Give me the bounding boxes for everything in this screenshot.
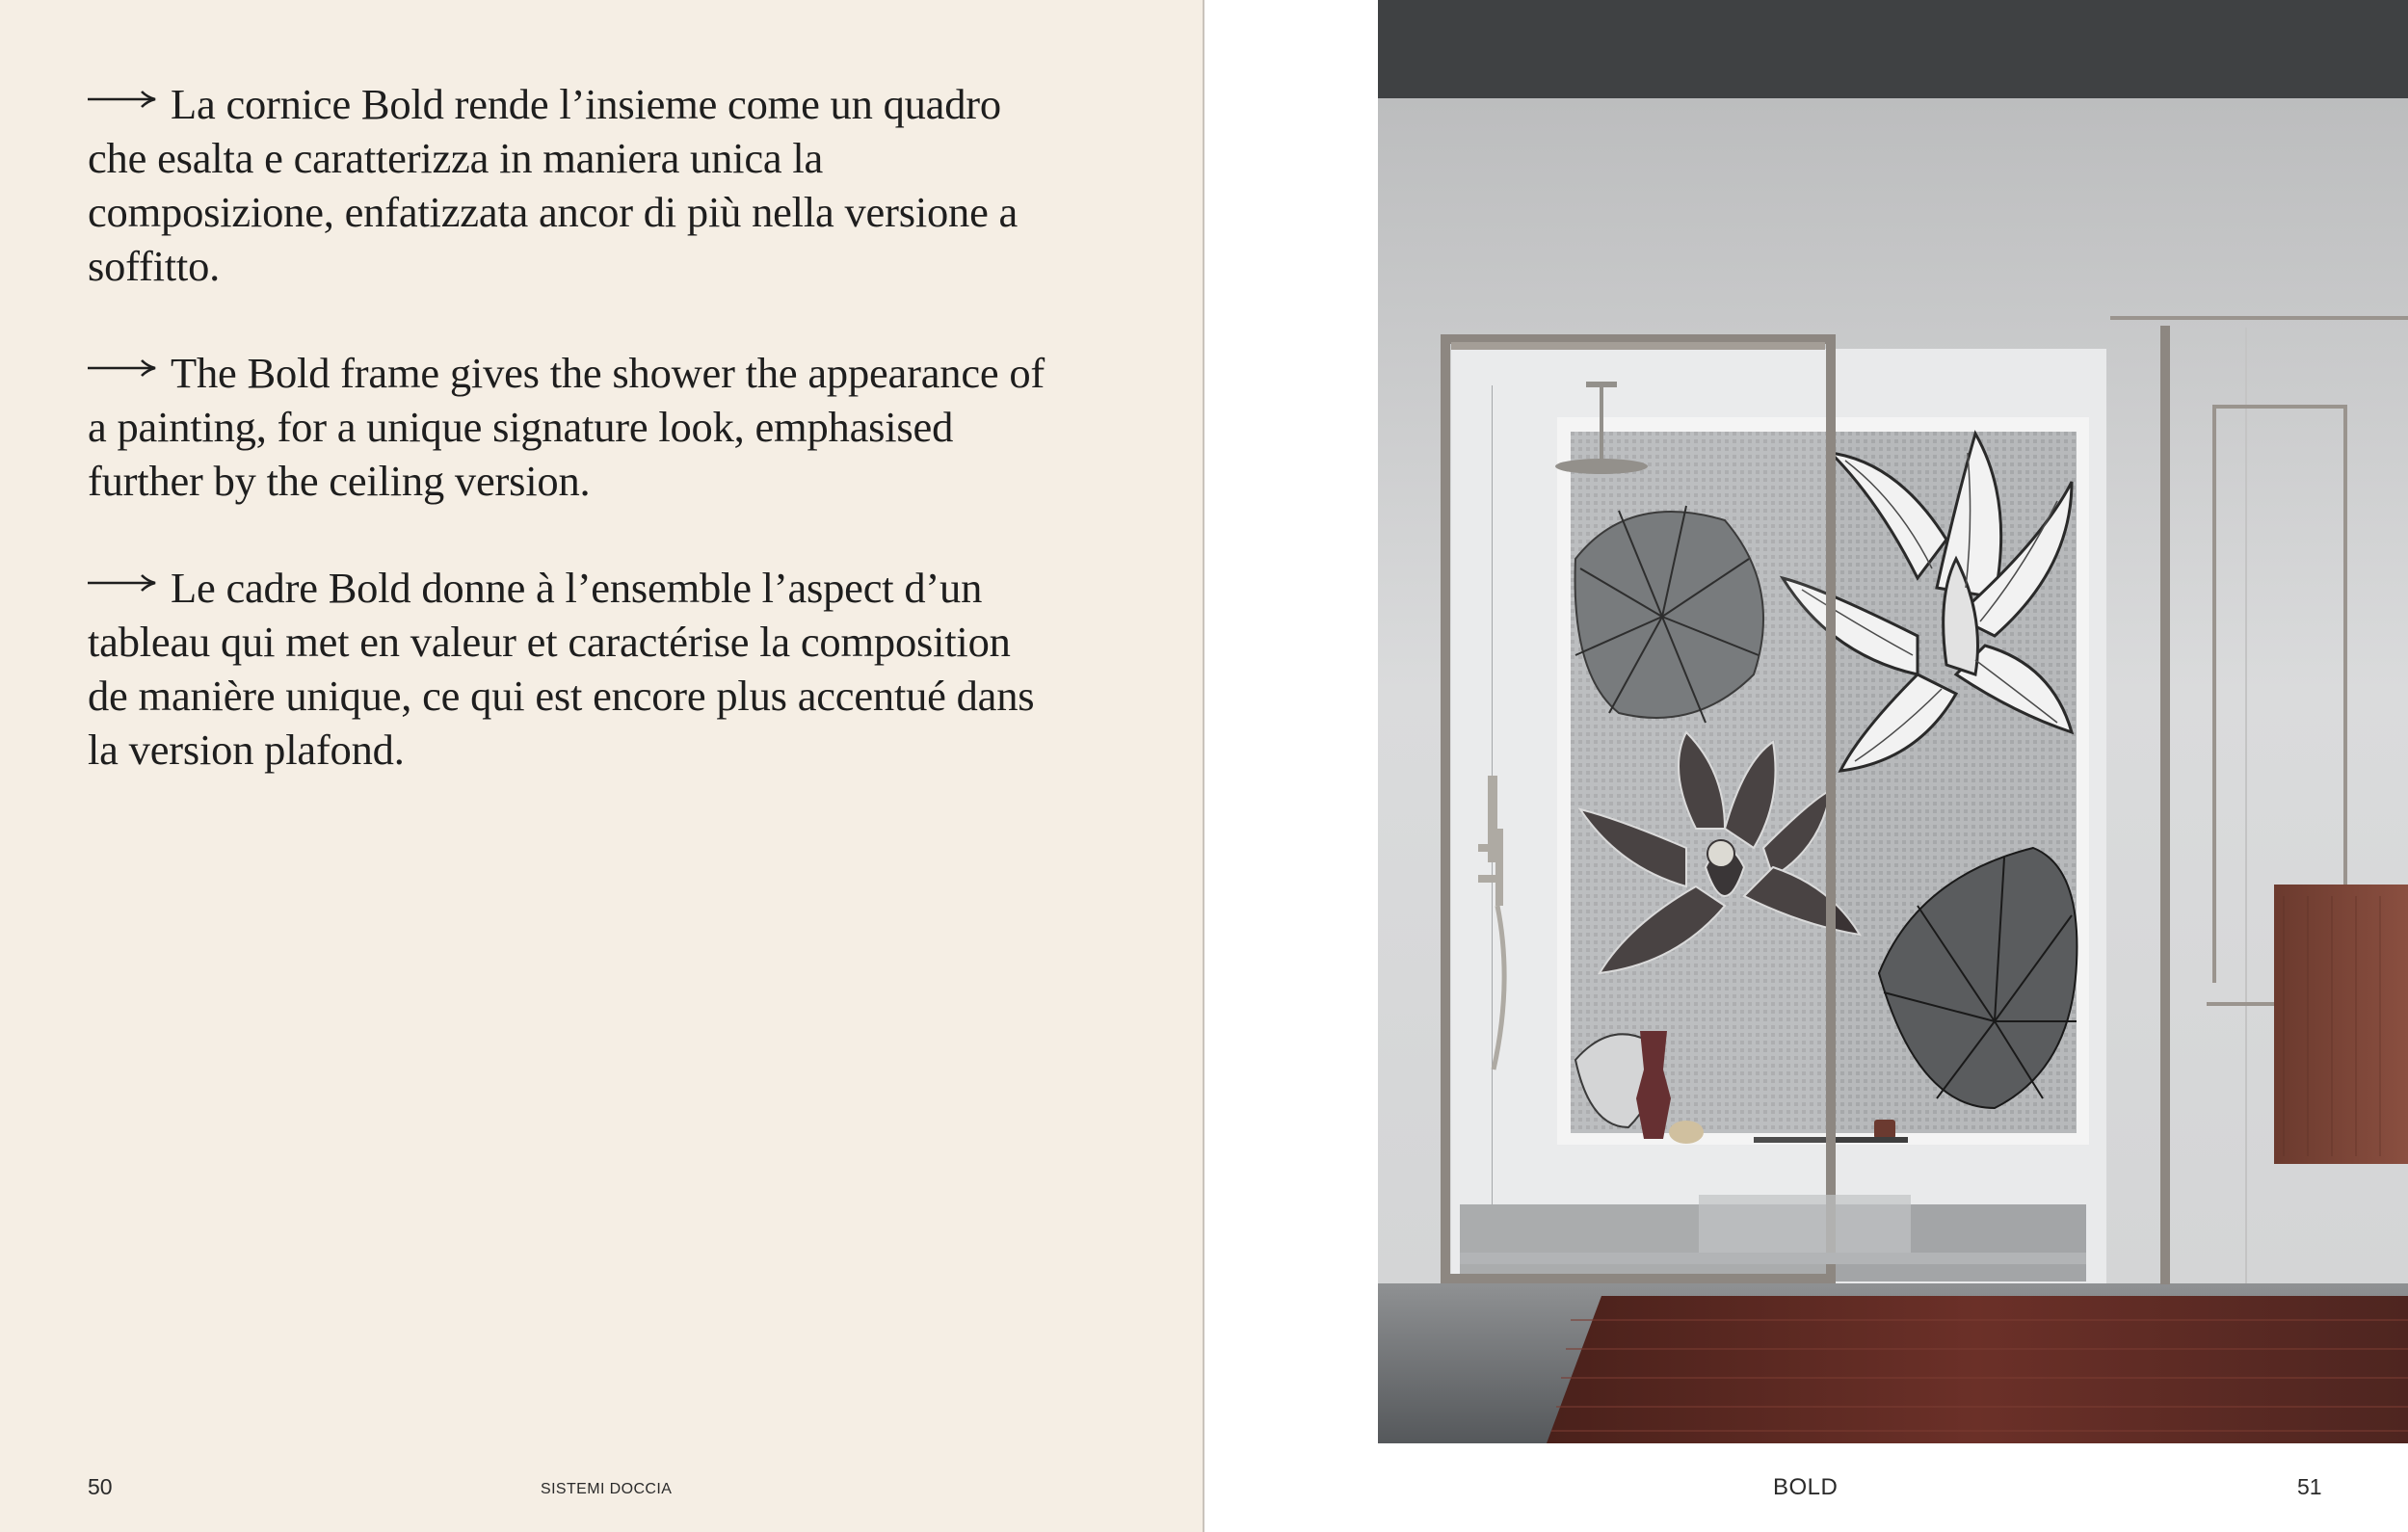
paragraph-english: [88, 346, 1051, 508]
right-page: [1204, 0, 2408, 1532]
text-block: [88, 77, 1051, 830]
page-number-right: 51: [2297, 1474, 2322, 1499]
paragraph-french-text: Le cadre Bold donne à l’ensemble l’aspect d’un tableau qui met en valeur et caractérise la composition de manière unique, ce qui est encore plus accentué dans la version plafond.: [88, 564, 1035, 774]
page-title: BOLD: [1773, 1474, 1839, 1500]
paragraph-italian-text: La cornice Bold rende l’insieme come un quadro che esalta e caratterizza in maniera unica la composizione, enfatizzata ancor di più nella versione a soffitto.: [88, 80, 1019, 290]
arrow-right-icon: [88, 90, 157, 109]
arrow-right-icon: [88, 358, 157, 378]
left-page: [0, 0, 1203, 1532]
shower-photo: [1378, 0, 2408, 1443]
page-number-left: 50: [88, 1474, 113, 1499]
paragraph-french: [88, 561, 1051, 777]
paragraph-italian: [88, 77, 1051, 293]
arrow-right-icon: [88, 573, 157, 593]
paragraph-english-text: The Bold frame gives the shower the appearance of a painting, for a unique signature look, emphasised further by the ceiling version.: [88, 349, 1045, 505]
section-label: SISTEMI DOCCIA: [541, 1481, 673, 1497]
